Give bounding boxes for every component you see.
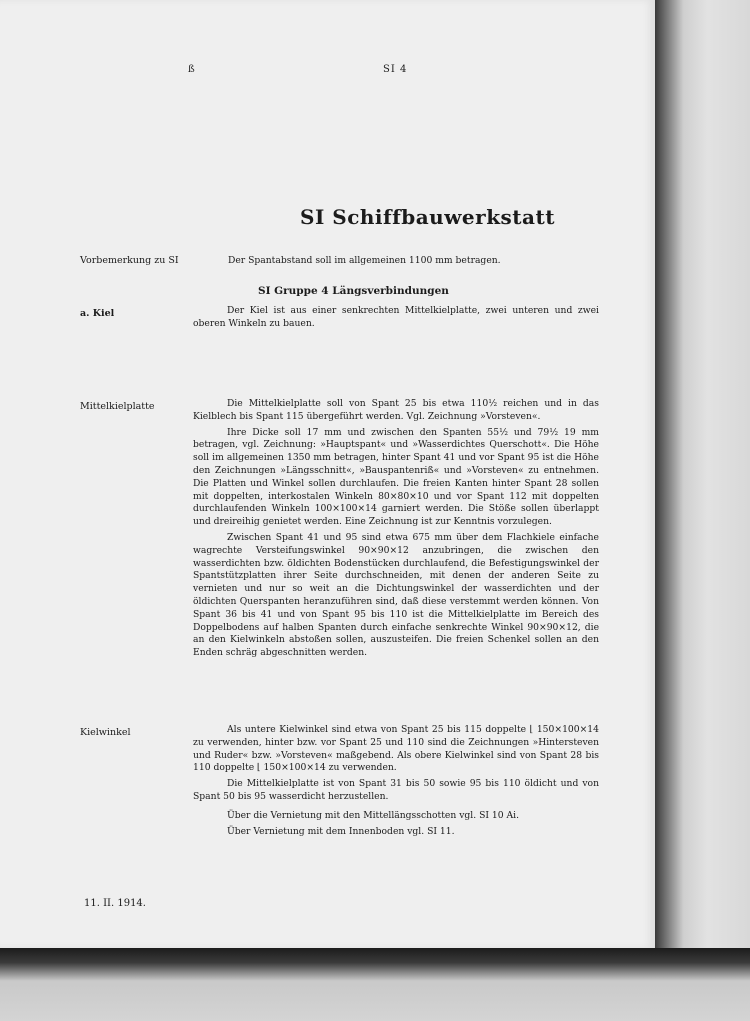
vorbemerkung-text: Der Spantabstand soll im allgemeinen 1100 mm betragen. (228, 255, 501, 266)
page-title: SI Schiffbauwerkstatt (300, 205, 555, 229)
scan-right-margin (655, 0, 750, 948)
kielwinkel-paragraph-1: Als untere Kielwinkel sind etwa von Spant 25 bis 115 doppelte ⌊ 150×100×14 zu verwenden, hinter bzw. vor Spant 25 und 110 sind die Zeichnungen »Hintersteven und Ruder« bzw. »Vorsteven« maßgebend. Als obere Kielwinkel sind von Spant 28 bis 110 doppelte ⌊ 150×100×14 zu verwenden. (193, 724, 599, 774)
side-label-vorbemerkung: Vorbemerkung zu SI (80, 255, 179, 266)
mittelkielplatte-paragraph-3: Zwischen Spant 41 und 95 sind etwa 675 mm über dem Flachkiele einfache wagrechte Versteifungswinkel 90×90×12 anzubringen, die zwischen den wasserdichten bzw. öldichten Bodenstücken durchlaufend, die Befestigungswinkel der Spantstützplatten ihrer Seite durchschneiden, mit denen der anderen Seite zu vernieten und nur so weit an die Dichtungswinkel der wasserdichten und der öldichten Querspanten heranzuführen sind, daß diese verstemmt werden können. Von Spant 36 bis 41 und von Spant 95 bis 110 ist die Mittelkielplatte im Bereich des Doppelbodens auf halben Spanten durch einfache senkrechte Winkel 90×90×12, die an den Kielwinkeln abstoßen sollen, auszusteifen. Die freien Schenkel sollen an den Enden schräg abgeschnitten werden. (193, 531, 599, 659)
side-label-kiel: a. Kiel (80, 308, 115, 319)
side-label-mittelkielplatte: Mittelkielplatte (80, 401, 155, 412)
mittelkielplatte-paragraph-1: Die Mittelkielplatte soll von Spant 25 bis etwa 110½ reichen und in das Kielblech bis Spant 115 übergeführt werden. Vgl. Zeichnung »Vorsteven«. (193, 398, 599, 422)
footer-date: 11. II. 1914. (84, 898, 146, 909)
group-heading: SI Gruppe 4 Längsverbindungen (258, 285, 449, 297)
kiel-paragraph: Der Kiel ist aus einer senkrechten Mittelkielplatte, zwei unteren und zwei oberen Winkeln zu bauen. (193, 305, 599, 329)
header-page-number: SI 4 (383, 64, 408, 75)
side-label-kielwinkel: Kielwinkel (80, 727, 131, 738)
header-left-mark: ß (188, 64, 195, 75)
kielwinkel-paragraph-2: Die Mittelkielplatte ist von Spant 31 bis 50 sowie 95 bis 110 öldicht und von Spant 50 bis 95 wasserdicht herzustellen. (193, 778, 599, 802)
reference-vernietung-mittellaengsschotten: Über die Vernietung mit den Mittellängsschotten vgl. SI 10 Ai. (227, 809, 520, 821)
scan-bottom-margin (0, 948, 750, 1021)
mittelkielplatte-paragraph-2: Ihre Dicke soll 17 mm und zwischen den Spanten 55½ und 79½ 19 mm betragen, vgl. Zeichnung: »Hauptspant« und »Wasserdichtes Querschott«. Die Höhe soll im allgemeinen 1350 mm betragen, hinter Spant 41 und vor Spant 95 ist die Höhe den Zeichnungen »Längsschnitt«, »Bauspantenriß« und »Vorsteven« zu entnehmen. Die Platten und Winkel sollen durchlaufen. Die freien Kanten hinter Spant 28 sollen mit doppelten, interkostalen Winkeln 80×80×10 und vor Spant 112 mit doppelten durchlaufenden Winkeln 100×100×14 garniert werden. Die Stöße sollen überlappt und dreireihig genietet werden. Eine Zeichnung ist zur Kenntnis vorzulegen. (193, 426, 599, 528)
kiel-text-block (193, 305, 599, 334)
mittelkielplatte-text-block (193, 398, 599, 663)
reference-vernietung-innenboden: Über Vernietung mit dem Innenboden vgl. SI 11. (227, 825, 455, 837)
kielwinkel-text-block (193, 724, 599, 841)
